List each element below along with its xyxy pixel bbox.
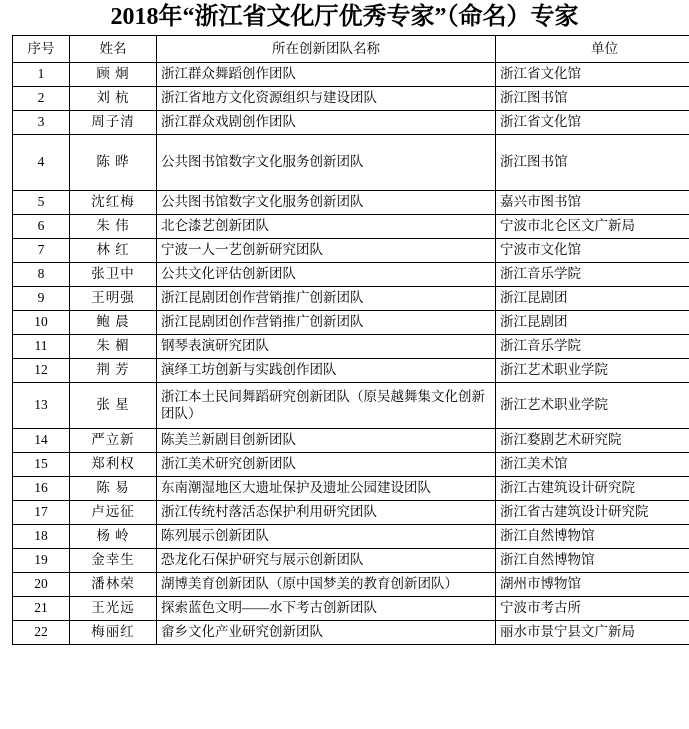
cell-no: 18 (13, 525, 70, 549)
cell-team: 浙江省地方文化资源组织与建设团队 (157, 87, 496, 111)
cell-unit: 浙江美术馆 (496, 453, 689, 477)
cell-unit: 浙江昆剧团 (496, 311, 689, 335)
table-row (13, 429, 689, 453)
cell-name: 陈 晔 (70, 135, 157, 191)
cell-name: 荆 芳 (70, 359, 157, 383)
table-row (13, 239, 689, 263)
cell-name: 陈 易 (70, 477, 157, 501)
cell-team: 钢琴表演研究团队 (157, 335, 496, 359)
table-row (13, 335, 689, 359)
cell-name: 周子清 (70, 111, 157, 135)
cell-no: 8 (13, 263, 70, 287)
cell-team: 公共文化评估创新团队 (157, 263, 496, 287)
cell-unit: 浙江昆剧团 (496, 287, 689, 311)
cell-unit: 浙江艺术职业学院 (496, 383, 689, 429)
cell-unit: 浙江省文化馆 (496, 63, 689, 87)
cell-name: 张卫中 (70, 263, 157, 287)
cell-team: 恐龙化石保护研究与展示创新团队 (157, 549, 496, 573)
table-row (13, 621, 689, 645)
cell-team: 陈列展示创新团队 (157, 525, 496, 549)
cell-unit: 湖州市博物馆 (496, 573, 689, 597)
cell-name: 张 星 (70, 383, 157, 429)
table-row (13, 87, 689, 111)
cell-no: 22 (13, 621, 70, 645)
cell-no: 7 (13, 239, 70, 263)
table-row (13, 215, 689, 239)
table-body (13, 63, 689, 645)
cell-name: 杨 岭 (70, 525, 157, 549)
table-row (13, 111, 689, 135)
cell-no: 21 (13, 597, 70, 621)
cell-name: 林 红 (70, 239, 157, 263)
table-row (13, 549, 689, 573)
cell-team: 公共图书馆数字文化服务创新团队 (157, 191, 496, 215)
cell-team: 浙江传统村落活态保护利用研究团队 (157, 501, 496, 525)
column-header-team: 所在创新团队名称 (157, 36, 496, 63)
column-header-name: 姓名 (70, 36, 157, 63)
table-row (13, 135, 689, 191)
cell-no: 13 (13, 383, 70, 429)
cell-unit: 浙江省古建筑设计研究院 (496, 501, 689, 525)
cell-no: 16 (13, 477, 70, 501)
cell-unit: 浙江音乐学院 (496, 263, 689, 287)
experts-table (12, 35, 689, 645)
cell-name: 鲍 晨 (70, 311, 157, 335)
cell-name: 朱 楣 (70, 335, 157, 359)
cell-no: 19 (13, 549, 70, 573)
cell-unit: 宁波市北仑区文广新局 (496, 215, 689, 239)
cell-team: 陈美兰新剧目创新团队 (157, 429, 496, 453)
table-row (13, 311, 689, 335)
cell-unit: 宁波市考古所 (496, 597, 689, 621)
table-row (13, 191, 689, 215)
cell-unit: 浙江音乐学院 (496, 335, 689, 359)
cell-no: 11 (13, 335, 70, 359)
cell-name: 郑利权 (70, 453, 157, 477)
cell-team: 浙江昆剧团创作营销推广创新团队 (157, 287, 496, 311)
cell-unit: 浙江自然博物馆 (496, 525, 689, 549)
table-row (13, 453, 689, 477)
cell-unit: 嘉兴市图书馆 (496, 191, 689, 215)
cell-unit: 宁波市文化馆 (496, 239, 689, 263)
column-header-unit: 单位 (496, 36, 689, 63)
cell-team: 北仑漆艺创新团队 (157, 215, 496, 239)
table-header (13, 36, 689, 63)
cell-name: 朱 伟 (70, 215, 157, 239)
cell-name: 卢远征 (70, 501, 157, 525)
cell-name: 金幸生 (70, 549, 157, 573)
cell-no: 5 (13, 191, 70, 215)
table-row (13, 573, 689, 597)
column-header-no: 序号 (13, 36, 70, 63)
page-title: 2018年“浙江省文化厅优秀专家”（命名）专家 (110, 4, 579, 30)
table-row (13, 287, 689, 311)
table-row (13, 383, 689, 429)
cell-unit: 浙江自然博物馆 (496, 549, 689, 573)
cell-team: 浙江本土民间舞蹈研究创新团队（原吴越舞集文化创新团队） (157, 383, 496, 429)
cell-no: 10 (13, 311, 70, 335)
cell-no: 12 (13, 359, 70, 383)
cell-no: 3 (13, 111, 70, 135)
cell-name: 顾 炯 (70, 63, 157, 87)
cell-team: 东南潮湿地区大遗址保护及遗址公园建设团队 (157, 477, 496, 501)
cell-name: 刘 杭 (70, 87, 157, 111)
cell-team: 浙江美术研究创新团队 (157, 453, 496, 477)
table-row (13, 501, 689, 525)
cell-no: 2 (13, 87, 70, 111)
cell-name: 严立新 (70, 429, 157, 453)
cell-name: 梅丽红 (70, 621, 157, 645)
cell-no: 4 (13, 135, 70, 191)
cell-team: 演绎工坊创新与实践创作团队 (157, 359, 496, 383)
cell-no: 9 (13, 287, 70, 311)
table-row (13, 63, 689, 87)
cell-unit: 浙江省文化馆 (496, 111, 689, 135)
cell-name: 潘林荣 (70, 573, 157, 597)
cell-unit: 浙江婺剧艺术研究院 (496, 429, 689, 453)
cell-unit: 浙江艺术职业学院 (496, 359, 689, 383)
cell-no: 6 (13, 215, 70, 239)
cell-team: 畲乡文化产业研究创新团队 (157, 621, 496, 645)
cell-team: 宁波一人一艺创新研究团队 (157, 239, 496, 263)
cell-team: 公共图书馆数字文化服务创新团队 (157, 135, 496, 191)
table-row (13, 597, 689, 621)
cell-team: 浙江群众戏剧创作团队 (157, 111, 496, 135)
table-row (13, 525, 689, 549)
cell-team: 湖博美育创新团队（原中国梦美的教育创新团队） (157, 573, 496, 597)
cell-name: 沈红梅 (70, 191, 157, 215)
cell-no: 17 (13, 501, 70, 525)
cell-unit: 浙江古建筑设计研究院 (496, 477, 689, 501)
table-row (13, 263, 689, 287)
cell-no: 1 (13, 63, 70, 87)
cell-unit: 丽水市景宁县文广新局 (496, 621, 689, 645)
cell-no: 14 (13, 429, 70, 453)
cell-name: 王明强 (70, 287, 157, 311)
cell-no: 20 (13, 573, 70, 597)
cell-team: 浙江昆剧团创作营销推广创新团队 (157, 311, 496, 335)
cell-no: 15 (13, 453, 70, 477)
table-row (13, 477, 689, 501)
table-header-row (13, 36, 689, 63)
cell-unit: 浙江图书馆 (496, 135, 689, 191)
table-row (13, 359, 689, 383)
cell-team: 探索蓝色文明——水下考古创新团队 (157, 597, 496, 621)
cell-name: 王光远 (70, 597, 157, 621)
cell-team: 浙江群众舞蹈创作团队 (157, 63, 496, 87)
cell-unit: 浙江图书馆 (496, 87, 689, 111)
